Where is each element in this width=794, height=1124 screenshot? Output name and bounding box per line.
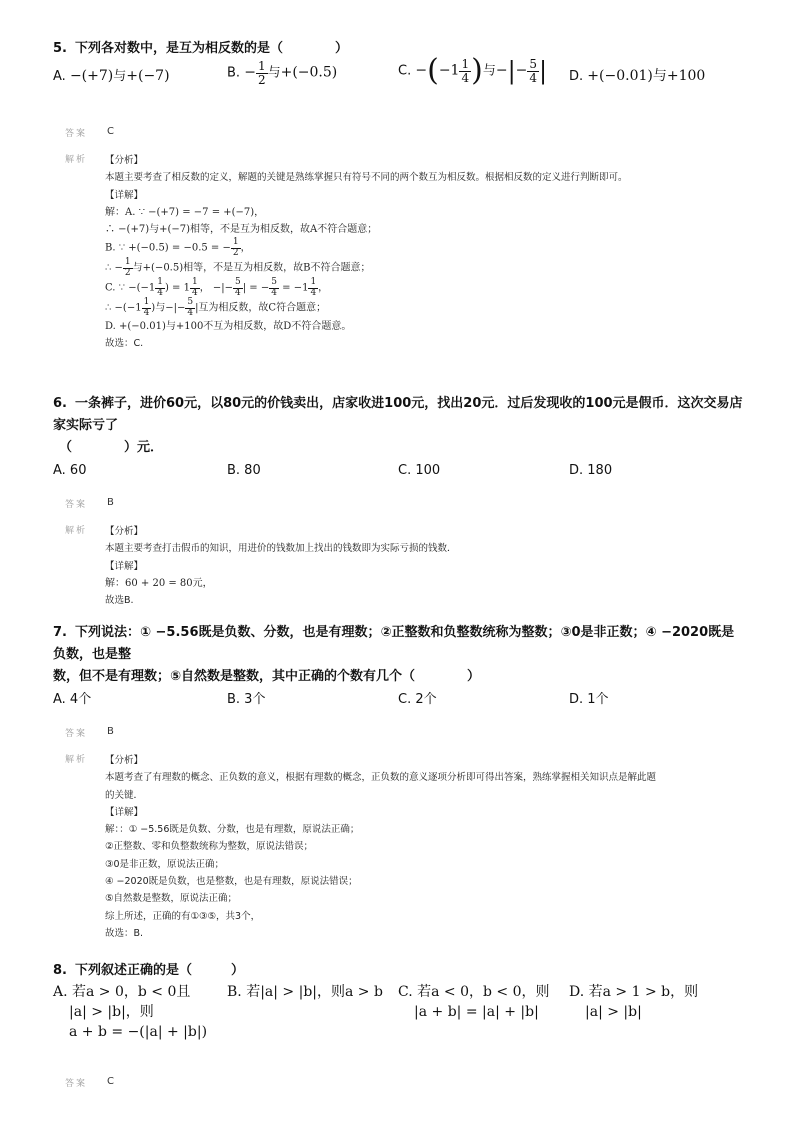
- stem-text-2: 数，但不是有理数；⑤自然数是整数，其中正确的个数有几个（ ）: [53, 669, 481, 684]
- options: [53, 688, 743, 714]
- analysis-body: 【分析】 本题考查了有理数的概念、正负数的意义，根据有理数的概念，正负数的意义逐项分析即可得出答案，熟练掌握相关知识点是解此题 的关键． 【详解】 解：：① −5.56既是负数、分数，也是有理数，原说法正确； ②正整数、零和负整数统称为整数，原说法错误； ③0是非正数，原说法正确； ④ −2020既是负数，也是整数，也是有理数，原说法错误； ⑤自然数是整数，原说法正确； 综上所述，正确的有①③⑤，共3个， 故选：B.: [105, 755, 657, 939]
- question-6: [53, 393, 743, 609]
- option-a: A. 60: [53, 463, 87, 478]
- option-c: C. 100: [398, 463, 441, 478]
- question-number: 5.: [53, 41, 67, 56]
- answer-row: [65, 1076, 743, 1094]
- answer-value: C: [107, 126, 114, 137]
- question-number: 6.: [53, 396, 67, 411]
- option-b: B. 80: [227, 463, 261, 478]
- answer-value: B: [107, 497, 114, 508]
- analysis-tag: 解析: [65, 755, 88, 765]
- analysis-body: 【分析】 本题主要考查打击假币的知识，用进价的钱数加上找出的钱数即为实际亏损的钱数． 【详解】 解：60 + 20 = 80元， 故选B.: [105, 526, 457, 607]
- options: [53, 53, 743, 108]
- option-c: C. 2个: [398, 692, 437, 707]
- analysis-block: [65, 152, 743, 353]
- option-d: D. 1个: [569, 692, 609, 707]
- answer-tag: 答案: [65, 729, 88, 739]
- stem-text-2: （ ）元．: [59, 440, 164, 455]
- option-c: C. −(−1 $\frac{1}{4}$ )与−|− $\frac{5}{4}$ |: [398, 53, 548, 89]
- analysis-tag: 解析: [65, 155, 88, 165]
- answer-row: [65, 126, 743, 144]
- analysis-block: [65, 523, 743, 609]
- answer-value: B: [107, 726, 114, 737]
- option-d: D. +(−0.01)与+100: [569, 68, 706, 84]
- question-stem: 7. 下列说法：① −5.56既是负数、分数，也是有理数；②正整数和负整数统称为整数；③0是非正数；④ −2020既是负数，也是整: [53, 625, 735, 662]
- answer-tag: 答案: [65, 129, 88, 139]
- analysis-tag: 解析: [65, 526, 88, 536]
- options: [53, 459, 743, 485]
- analysis-block: [65, 752, 743, 942]
- question-stem: [53, 38, 743, 60]
- options: [53, 982, 743, 1048]
- option-b: B. − $\frac{1}{2}$ 与+(−0.5): [227, 59, 338, 87]
- question-7: [53, 622, 743, 942]
- answer-tag: 答案: [65, 1079, 88, 1089]
- question-stem: 6. 一条裤子，进价60元，以80元的价钱卖出，店家收进100元，找出20元．过后发现收的100元是假币．这次交易店家实际亏了: [53, 396, 743, 433]
- question-5: [53, 38, 743, 353]
- option-a: A. 若a > 0，b < 0且 |a| > |b|，则 a + b = −(|a| + |b|): [53, 984, 208, 1040]
- answer-value: C: [107, 1076, 114, 1087]
- option-b: B. 3个: [227, 692, 266, 707]
- question-8: [53, 960, 743, 1094]
- option-b: B. 若|a| > |b|，则a > b: [227, 984, 383, 1000]
- answer-row: [65, 726, 743, 744]
- question-number: 8.: [53, 963, 67, 978]
- question-stem: 8. 下列叙述正确的是（ ）: [53, 963, 244, 978]
- option-a: A. 4个: [53, 692, 92, 707]
- question-number: 7.: [53, 625, 67, 640]
- option-a: A. −(+7)与+(−7): [53, 68, 170, 84]
- answer-row: [65, 497, 743, 515]
- stem-text: 下列各对数中，是互为相反数的是（ ）: [74, 41, 348, 56]
- answer-tag: 答案: [65, 500, 88, 510]
- option-d: D. 若a > 1 > b，则 |a| > |b|: [569, 984, 699, 1020]
- option-d: D. 180: [569, 463, 613, 478]
- option-c: C. 若a < 0，b < 0，则 |a + b| = |a| + |b|: [398, 984, 550, 1020]
- analysis-body: 【分析】 本题主要考查了相反数的定义，解题的关键是熟练掌握只有符号不同的两个数互为相反数。根据相反数的定义进行判断即可。 【详解】 解：A. ∵ −(+7) = −7 = +(−7)， ∴ −(+7)与+(−7)相等，不是互为相反数，故A不符合题意； B. ∵ +(−0.5) = −0.5 = − $\frac{1}{2}$ ， ∴ − $\frac{1}{2}$ 与+(−0.5)相等，不是互为相反数，故B不符合题意； C. ∵ −(−1 $\frac{1}{4}$ ) = 1 $\frac{1}{4}$ ， −|− $\frac{5}{4}$ | = − $\frac{5}{4}$ = −1 $\frac{1}{4}$ ， ∴ −(−1 $\frac{1}{4}$ )与−|− $\frac{5}{4}$ |互为相反数，故C符合题意； D. +(−0.01)与+100不互为相反数，故D不符合题意。 故选：C.: [105, 155, 628, 350]
